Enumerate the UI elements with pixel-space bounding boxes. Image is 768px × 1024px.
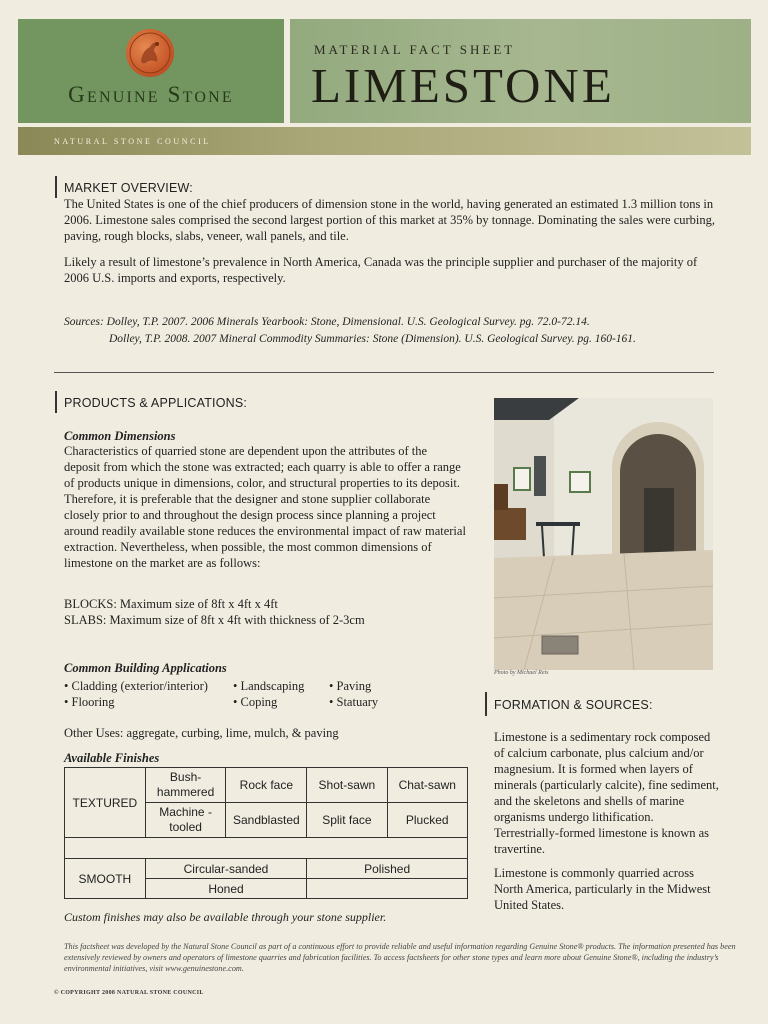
document-title: LIMESTONE — [311, 58, 615, 113]
finish-cell: Machine -tooled — [145, 803, 226, 838]
council-name: NATURAL STONE COUNCIL — [54, 137, 211, 146]
logo-wordmark: Genuine Stone — [68, 82, 234, 107]
blocks-spec: BLOCKS: Maximum size of 8ft x 4ft x 4ft — [64, 597, 278, 611]
footer-disclaimer: This factsheet was developed by the Natural Stone Council as part of a continuous effort to provide reliable and useful information regarding Genuine Stone® products. The information presented has been extensively reviewed by owners and operators of limestone quarries and fabrication facilities. To access factsheets for other stone types and learn more about Genuine Stone®, including the industry’s environmental initiatives, visit www.genuinestone.com. — [64, 942, 736, 973]
custom-finishes-note: Custom finishes may also be available through your stone supplier. — [64, 910, 387, 924]
source-citation-2: Dolley, T.P. 2008. 2007 Mineral Commodity Summaries: Stone (Dimension). U.S. Geological Survey. pg. 160-161. — [109, 333, 636, 345]
finish-cell: Rock face — [226, 768, 307, 803]
finish-category-textured: TEXTURED — [65, 768, 146, 838]
copyright-notice: © COPYRIGHT 2008 NATURAL STONE COUNCIL — [54, 990, 204, 996]
document-subtitle: MATERIAL FACT SHEET — [314, 42, 516, 57]
finish-cell: Shot-sawn — [307, 768, 387, 803]
slabs-spec: SLABS: Maximum size of 8ft x 4ft with thickness of 2-3cm — [64, 613, 365, 627]
application-item: • Paving — [329, 679, 372, 693]
finish-category-smooth: SMOOTH — [65, 859, 146, 899]
finish-cell: Circular-sanded — [145, 859, 306, 879]
finish-cell — [307, 879, 468, 899]
finish-cell: Bush-hammered — [145, 768, 226, 803]
finish-cell: Chat-sawn — [387, 768, 468, 803]
formation-sources-heading: FORMATION & SOURCES: — [494, 698, 653, 712]
application-item: • Landscaping — [233, 679, 305, 693]
genuine-stone-seal-icon — [126, 29, 174, 77]
formation-paragraph-1: Limestone is a sedimentary rock composed of calcium carbonate, plus calcium and/or magnesium. It is formed when layers of minerals (particularly calcite), fine sediment, and the skeletons and shells of marine organisms undergo lithification. Terrestrially-formed limestone is known as travertine. — [494, 730, 719, 856]
finish-cell: Polished — [307, 859, 468, 879]
application-item: • Cladding (exterior/interior) — [64, 679, 208, 693]
application-item: • Flooring — [64, 695, 115, 709]
section-marker — [485, 692, 487, 716]
common-dimensions-text: Characteristics of quarried stone are dependent upon the attributes of the deposit from which the stone was extracted; each quarry is able to offer a range of products unique in dimensions, color, and structural properties to its deposit. Therefore, it is preferable that the designer and stone supplier collaborate closely prior to and throughout the design process since planning a project around readily available stone reduces the environmental impact of raw material extraction. Nevertheless, when possible, the most common dimensions of limestone on the market are as follows: — [64, 444, 466, 570]
application-item: • Statuary — [329, 695, 379, 709]
other-uses: Other Uses: aggregate, curbing, lime, mulch, & paving — [64, 726, 339, 740]
source-citation-1: Sources: Dolley, T.P. 2007. 2006 Minerals Yearbook: Stone, Dimensional. U.S. Geological Survey. pg. 72.0-72.14. — [64, 316, 590, 328]
limestone-courtyard-photo — [494, 398, 713, 670]
finish-spacer-row — [65, 838, 468, 859]
finish-cell: Honed — [145, 879, 306, 899]
market-overview-heading: MARKET OVERVIEW: — [64, 181, 193, 195]
finish-cell: Plucked — [387, 803, 468, 838]
market-overview-paragraph-1: The United States is one of the chief producers of dimension stone in the world, having generated an estimated 1.3 million tons in 2006. Limestone sales comprised the second largest portion of this market at 35% by tonnage. Dominating the sales were curbing, paving, rough blocks, slabs, veneer, wall panels, and tile. — [64, 197, 716, 243]
available-finishes-heading: Available Finishes — [64, 751, 160, 765]
photo-credit: Photo by Michael Reis — [494, 670, 549, 676]
products-applications-heading: PRODUCTS & APPLICATIONS: — [64, 396, 248, 410]
common-dimensions-heading: Common Dimensions — [64, 429, 176, 443]
application-item: • Coping — [233, 695, 278, 709]
finish-cell: Split face — [307, 803, 387, 838]
section-marker — [55, 391, 57, 413]
section-divider — [54, 372, 714, 373]
market-overview-paragraph-2: Likely a result of limestone’s prevalence in North America, Canada was the principle supplier and purchaser of the majority of 2006 U.S. imports and exports, respectively. — [64, 255, 698, 285]
building-applications-heading: Common Building Applications — [64, 661, 227, 675]
finishes-table — [64, 767, 468, 899]
section-marker — [55, 176, 57, 198]
finish-cell: Sandblasted — [226, 803, 307, 838]
formation-paragraph-2: Limestone is commonly quarried across North America, particularly in the Midwest United States. — [494, 866, 711, 912]
